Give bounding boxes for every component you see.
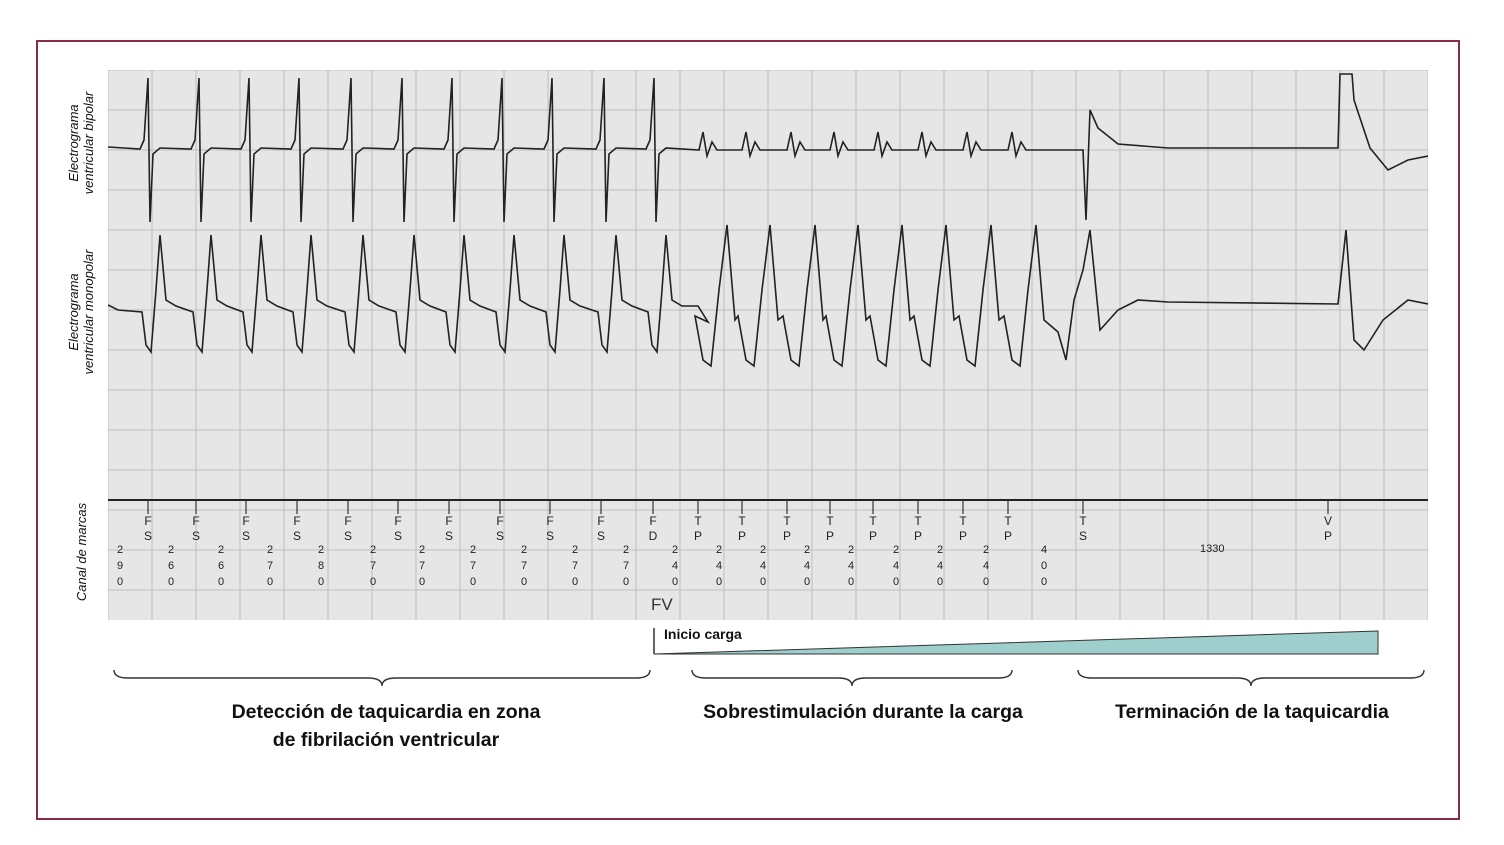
marker-top-letter: F <box>597 514 605 528</box>
bipolar-label-line2: ventricular bipolar <box>81 91 96 195</box>
marker-interval: 2 4 0 <box>936 544 944 588</box>
marker-top-letter: T <box>1079 514 1087 528</box>
marker-interval: 2 7 0 <box>622 544 630 588</box>
marker-bottom-letter: S <box>143 529 153 543</box>
charge-start-label: Inicio carga <box>664 626 742 642</box>
marker-top-letter: F <box>344 514 352 528</box>
marker-bottom-letter: S <box>495 529 505 543</box>
marker-top-letter: F <box>445 514 453 528</box>
marker-bottom-letter: S <box>1078 529 1088 543</box>
marker-bottom-letter: P <box>737 529 747 543</box>
marker-top-letter: T <box>694 514 702 528</box>
caption-overdrive: Sobrestimulación durante la carga <box>703 701 1023 723</box>
marker-bottom-letter: P <box>958 529 968 543</box>
bipolar-label-line1: Electrograma <box>66 104 81 182</box>
marker-interval: 2 9 0 <box>116 544 124 588</box>
caption-detection-line1: Detección de taquicardia en zona <box>231 701 541 723</box>
brace-termination <box>1078 670 1424 686</box>
marker-bottom-letter: S <box>292 529 302 543</box>
caption-detection <box>186 698 586 754</box>
marker-top-letter: T <box>959 514 967 528</box>
marker-interval: 2 4 0 <box>847 544 855 588</box>
marker-interval: 2 4 0 <box>892 544 900 588</box>
marker-interval: 2 8 0 <box>317 544 325 588</box>
monopolar-label-line2: ventricular monopolar <box>81 249 96 375</box>
marker-top-letter: F <box>649 514 657 528</box>
marker-top-letter: T <box>869 514 877 528</box>
marker-bottom-letter: S <box>191 529 201 543</box>
marker-bottom-letter: P <box>693 529 703 543</box>
marker-interval: 2 6 0 <box>167 544 175 588</box>
marker-top-letter: F <box>144 514 152 528</box>
marker-interval: 2 4 0 <box>982 544 990 588</box>
marker-interval: 2 7 0 <box>369 544 377 588</box>
marker-bottom-letter: P <box>782 529 792 543</box>
marker-interval: 2 7 0 <box>418 544 426 588</box>
marker-top-letter: V <box>1323 514 1333 528</box>
marker-bottom-letter: S <box>596 529 606 543</box>
marker-top-letter: F <box>293 514 301 528</box>
fv-label: FV <box>651 595 673 614</box>
marker-interval: 2 4 0 <box>671 544 679 588</box>
caption-termination: Terminación de la taquicardia <box>1115 701 1389 723</box>
marker-interval: 2 6 0 <box>217 544 225 588</box>
marker-interval: 2 7 0 <box>571 544 579 588</box>
marker-top-letter: F <box>496 514 504 528</box>
marker-top-letter: F <box>546 514 554 528</box>
marker-interval: 2 7 0 <box>266 544 274 588</box>
marker-bottom-letter: S <box>444 529 454 543</box>
marker-interval: 4 0 0 <box>1040 544 1048 588</box>
marker-bottom-letter: S <box>545 529 555 543</box>
marker-bottom-letter: D <box>648 529 658 543</box>
charge-wedge <box>654 631 1378 654</box>
marker-bottom-letter: S <box>343 529 353 543</box>
marker-interval: 2 4 0 <box>715 544 723 588</box>
marker-bottom-letter: S <box>393 529 403 543</box>
brace-detection <box>114 670 650 686</box>
marker-bottom-letter: P <box>1003 529 1013 543</box>
marker-bottom-letter: S <box>241 529 251 543</box>
marker-interval: 2 4 0 <box>803 544 811 588</box>
marker-top-letter: F <box>394 514 402 528</box>
marker-interval: 2 7 0 <box>520 544 528 588</box>
monopolar-label-line1: Electrograma <box>66 273 81 351</box>
marker-bottom-letter: P <box>1323 529 1333 543</box>
marker-top-letter: T <box>826 514 834 528</box>
marker-interval: 2 4 0 <box>759 544 767 588</box>
caption-detection-line2: de fibrilación ventricular <box>272 729 500 751</box>
marker-interval: 1330 <box>1200 543 1225 555</box>
markers-label-text: Canal de marcas <box>74 502 89 602</box>
marker-top-letter: T <box>914 514 922 528</box>
marker-top-letter: F <box>192 514 200 528</box>
marker-bottom-letter: P <box>868 529 878 543</box>
marker-top-letter: T <box>738 514 746 528</box>
marker-top-letter: T <box>783 514 791 528</box>
marker-interval: 2 7 0 <box>469 544 477 588</box>
marker-bottom-letter: P <box>825 529 835 543</box>
marker-bottom-letter: P <box>913 529 923 543</box>
brace-overdrive <box>692 670 1012 686</box>
marker-top-letter: F <box>242 514 250 528</box>
marker-top-letter: T <box>1004 514 1012 528</box>
